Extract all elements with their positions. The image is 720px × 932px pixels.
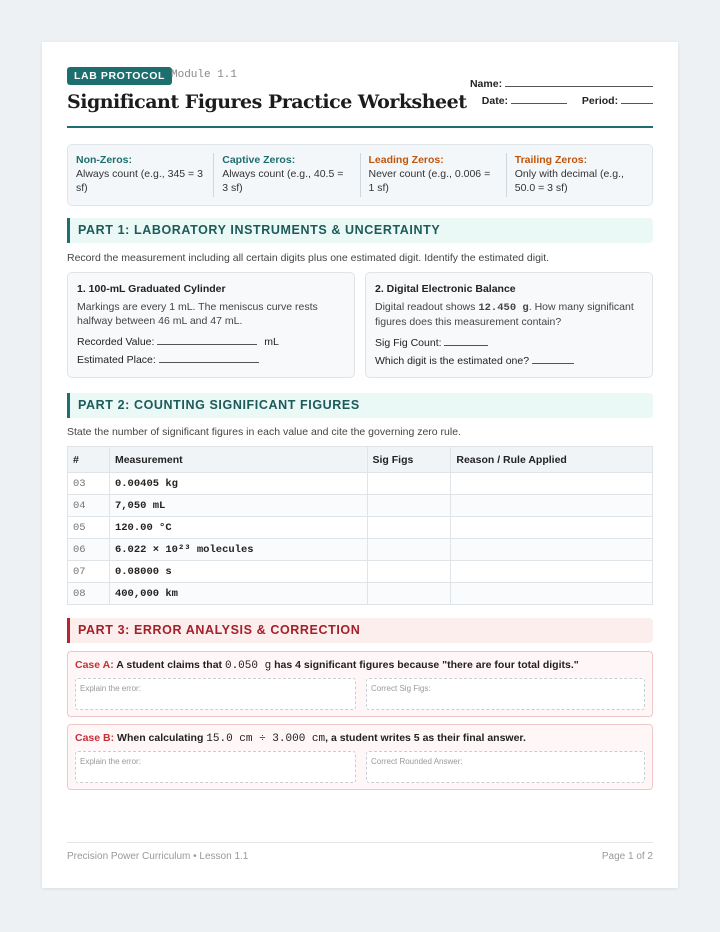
case-b-question bbox=[75, 732, 645, 745]
name-field[interactable] bbox=[505, 77, 653, 87]
correct-sig-figs-box[interactable]: Correct Sig Figs: bbox=[366, 678, 645, 710]
question-text: , a student writes 5 as their final answer. bbox=[325, 732, 526, 744]
lab-protocol-badge: LAB PROTOCOL bbox=[67, 67, 172, 85]
rule-non-zeros bbox=[68, 153, 213, 197]
sig-figs-cell[interactable] bbox=[367, 495, 451, 517]
part2-heading: PART 2: COUNTING SIGNIFICANT FIGURES bbox=[67, 393, 653, 418]
table-row bbox=[68, 583, 653, 605]
answer-boxes bbox=[75, 751, 645, 783]
row-number: 08 bbox=[68, 583, 110, 605]
part1-intro: Record the measurement including all certain digits plus one estimated digit. Identify the estimated digit. bbox=[67, 252, 550, 264]
part2-intro: State the number of significant figures in each value and cite the governing zero rule. bbox=[67, 426, 461, 438]
row-number: 05 bbox=[68, 517, 110, 539]
worksheet-page bbox=[42, 42, 678, 888]
recorded-value-field[interactable] bbox=[157, 335, 257, 345]
reason-cell[interactable] bbox=[451, 495, 653, 517]
measurement-cell: 120.00 °C bbox=[109, 517, 367, 539]
rule-title: Trailing Zeros: bbox=[514, 154, 588, 166]
sig-fig-table bbox=[67, 446, 653, 605]
col-header-measurement: Measurement bbox=[109, 447, 367, 473]
explain-error-box[interactable]: Explain the error: bbox=[75, 678, 356, 710]
sig-figs-cell[interactable] bbox=[367, 517, 451, 539]
case-a-label: Case A: bbox=[75, 659, 114, 671]
case-b-label: Case B: bbox=[75, 732, 115, 744]
rule-trailing-zeros bbox=[506, 153, 652, 197]
reason-cell[interactable] bbox=[451, 583, 653, 605]
reason-cell[interactable] bbox=[451, 473, 653, 495]
question-text: A student claims that bbox=[116, 659, 223, 671]
unit-label: mL bbox=[264, 335, 279, 348]
case-a-value: 0.050 g bbox=[224, 660, 272, 672]
page-title: Significant Figures Practice Worksheet bbox=[67, 91, 467, 113]
sig-figs-cell[interactable] bbox=[367, 473, 451, 495]
measurement-cell: 6.022 × 10²³ molecules bbox=[109, 539, 367, 561]
case-a bbox=[67, 651, 653, 717]
question-text: has 4 significant figures because "there are four total digits." bbox=[274, 659, 579, 671]
footer-curriculum: Precision Power Curriculum • Lesson 1.1 bbox=[67, 851, 249, 862]
sig-fig-count-label: Sig Fig Count: bbox=[375, 336, 442, 349]
measurement-cell: 0.08000 s bbox=[109, 561, 367, 583]
page-footer bbox=[67, 842, 653, 862]
rule-leading-zeros bbox=[360, 153, 506, 197]
page-number: Page 1 of 2 bbox=[601, 851, 653, 862]
estimated-digit-row bbox=[375, 354, 643, 369]
desc-text: Digital readout shows bbox=[375, 300, 476, 313]
row-number: 03 bbox=[68, 473, 110, 495]
sig-figs-cell[interactable] bbox=[367, 561, 451, 583]
module-label: Module 1.1 bbox=[171, 69, 238, 81]
period-label: Period: bbox=[581, 95, 619, 107]
sig-figs-cell[interactable] bbox=[367, 539, 451, 561]
rule-captive-zeros bbox=[213, 153, 359, 197]
col-header-reason: Reason / Rule Applied bbox=[451, 447, 653, 473]
part3-heading: PART 3: ERROR ANALYSIS & CORRECTION bbox=[67, 618, 653, 643]
desc-text: . How many significant figures does this measurement contain? bbox=[375, 300, 634, 328]
correct-rounded-answer-box[interactable]: Correct Rounded Answer: bbox=[366, 751, 645, 783]
col-header-number: # bbox=[68, 447, 110, 473]
date-label: Date: bbox=[481, 95, 509, 107]
rule-title: Non-Zeros: bbox=[76, 154, 132, 166]
question-text: When calculating bbox=[117, 732, 204, 744]
electronic-balance-card bbox=[365, 272, 653, 378]
estimated-digit-label: Which digit is the estimated one? bbox=[375, 355, 530, 367]
recorded-value-label: Recorded Value: bbox=[77, 335, 155, 348]
estimated-place-row bbox=[77, 353, 345, 368]
measurement-cell: 0.00405 kg bbox=[109, 473, 367, 495]
card-description bbox=[375, 300, 643, 330]
estimated-place-label: Estimated Place: bbox=[77, 354, 156, 366]
table-row bbox=[68, 473, 653, 495]
rule-desc: Always count (e.g., 40.5 = 3 sf) bbox=[222, 168, 344, 194]
reason-cell[interactable] bbox=[451, 539, 653, 561]
balance-readout: 12.450 g bbox=[478, 301, 529, 314]
table-row bbox=[68, 517, 653, 539]
estimated-place-field[interactable] bbox=[159, 353, 259, 363]
rule-desc: Never count (e.g., 0.006 = 1 sf) bbox=[368, 168, 491, 194]
student-info bbox=[470, 76, 653, 110]
case-b bbox=[67, 724, 653, 790]
rule-title: Captive Zeros: bbox=[222, 154, 296, 166]
explain-error-box[interactable]: Explain the error: bbox=[75, 751, 356, 783]
table-header-row bbox=[68, 447, 653, 473]
table-row bbox=[68, 539, 653, 561]
sig-figs-cell[interactable] bbox=[367, 583, 451, 605]
case-a-question bbox=[75, 659, 645, 672]
sig-fig-count-row bbox=[375, 336, 643, 351]
rule-desc: Only with decimal (e.g., 50.0 = 3 sf) bbox=[514, 168, 624, 194]
period-field[interactable] bbox=[621, 94, 653, 104]
card-title: 1. 100-mL Graduated Cylinder bbox=[77, 283, 226, 295]
recorded-value-row bbox=[77, 335, 345, 350]
graduated-cylinder-card bbox=[67, 272, 355, 378]
measurement-cell: 400,000 km bbox=[109, 583, 367, 605]
card-title: 2. Digital Electronic Balance bbox=[375, 283, 516, 295]
reason-cell[interactable] bbox=[451, 561, 653, 583]
table-row bbox=[68, 495, 653, 517]
worksheet-header bbox=[67, 67, 653, 128]
measurement-cell: 7,050 mL bbox=[109, 495, 367, 517]
table-row bbox=[68, 561, 653, 583]
reason-cell[interactable] bbox=[451, 517, 653, 539]
row-number: 07 bbox=[68, 561, 110, 583]
date-field[interactable] bbox=[511, 94, 567, 104]
row-number: 04 bbox=[68, 495, 110, 517]
row-number: 06 bbox=[68, 539, 110, 561]
part1-heading: PART 1: LABORATORY INSTRUMENTS & UNCERTAINTY bbox=[67, 218, 653, 243]
col-header-sig-figs: Sig Figs bbox=[367, 447, 451, 473]
answer-boxes bbox=[75, 678, 645, 710]
zero-rules-panel bbox=[67, 144, 653, 206]
card-description: Markings are every 1 mL. The meniscus curve rests halfway between 46 mL and 47 mL. bbox=[77, 300, 318, 327]
estimated-digit-field[interactable] bbox=[532, 354, 574, 364]
rule-desc: Always count (e.g., 345 = 3 sf) bbox=[76, 168, 203, 194]
case-b-value: 15.0 cm ÷ 3.000 cm bbox=[206, 733, 326, 745]
name-label: Name: bbox=[469, 78, 503, 90]
rule-title: Leading Zeros: bbox=[368, 154, 444, 166]
sig-fig-count-field[interactable] bbox=[444, 336, 488, 346]
